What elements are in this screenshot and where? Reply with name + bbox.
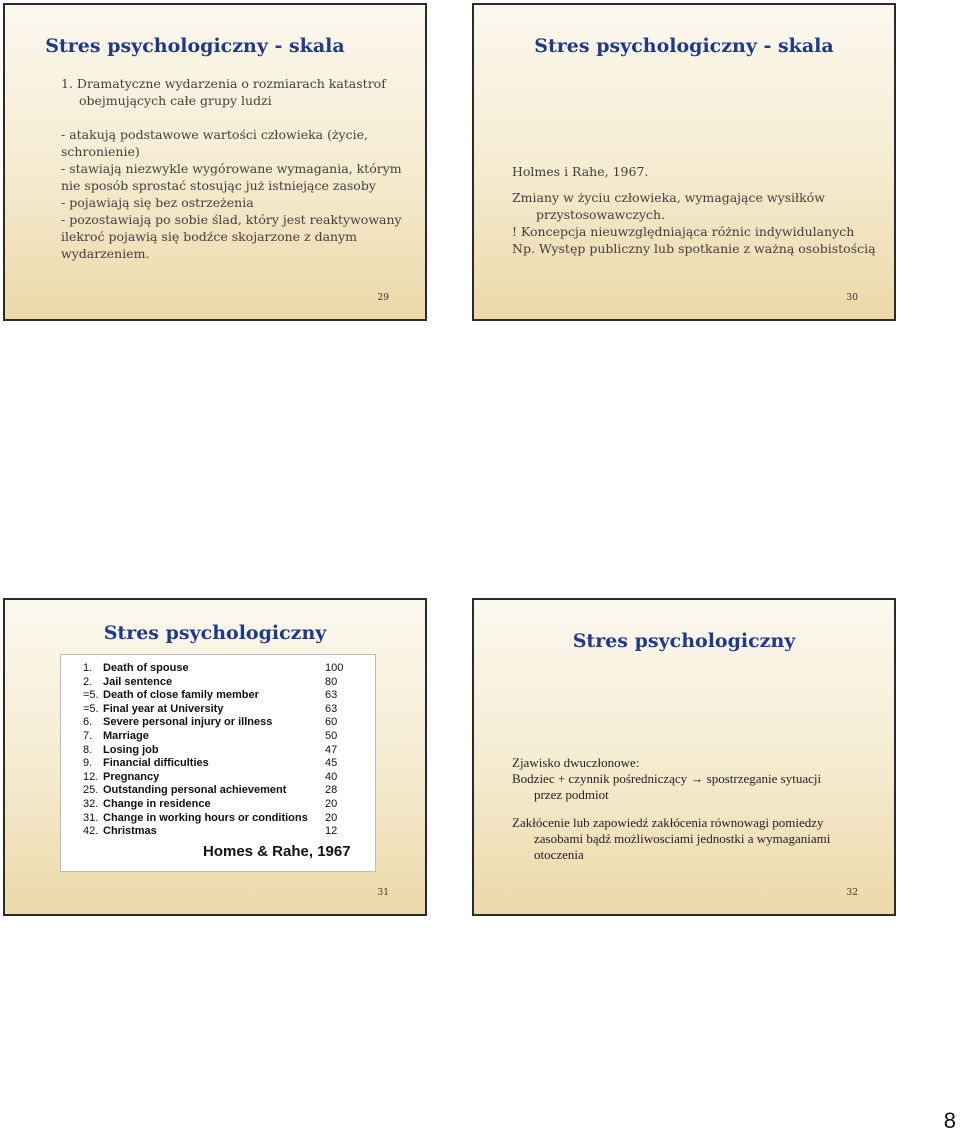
rank-number: 42.: [83, 825, 99, 838]
event-score: 47: [325, 743, 338, 756]
ranking-row: [61, 729, 375, 743]
event-name: Outstanding personal achievement: [103, 784, 287, 797]
bullet-4: - pozostawiają po sobie ślad, który jest reaktywowany ilekroć pojawią się bodźce skojarzone z danym wydarzeniem.: [61, 212, 402, 261]
event-score: 80: [325, 675, 338, 688]
event-name: Death of spouse: [103, 662, 189, 674]
slide-body: [61, 75, 411, 262]
event-score: 20: [325, 811, 338, 824]
rank-number: 7.: [83, 730, 93, 742]
rank-number: 6.: [83, 716, 93, 729]
ranking-row: [61, 715, 375, 729]
slide-body: [512, 755, 882, 863]
ranking-row: [61, 688, 375, 702]
event-name: Losing job: [103, 743, 159, 756]
concept-line: Zjawisko dwuczłonowe:: [512, 755, 640, 770]
ranking-credit: Homes & Rahe, 1967: [203, 843, 351, 860]
page-number: 8: [943, 1108, 956, 1133]
rank-number: =5.: [83, 702, 99, 715]
rank-number: 32.: [83, 798, 99, 810]
ranking-row: [61, 824, 375, 838]
item-number: 1.: [61, 76, 73, 91]
ranking-row: [61, 811, 375, 825]
slide-number: 30: [846, 293, 858, 303]
ranking-row: [61, 756, 375, 770]
slide-31: [3, 598, 427, 916]
event-name: Severe personal injury or illness: [103, 716, 273, 729]
slide-30: [472, 3, 896, 321]
ranking-row: [61, 702, 375, 716]
slide-body: [512, 163, 882, 257]
event-score: 50: [325, 730, 338, 742]
event-score: 40: [325, 770, 338, 783]
ranking-row: [61, 661, 375, 675]
ranking-row: [61, 675, 375, 689]
rank-number: 9.: [83, 757, 93, 770]
rank-number: 12.: [83, 770, 99, 783]
reference-line: Holmes i Rahe, 1967.: [512, 164, 649, 179]
disruption-line-cont-2: otoczenia: [534, 847, 584, 862]
slide-number: 32: [846, 888, 858, 898]
event-score: 63: [325, 702, 338, 715]
event-score: 60: [325, 716, 338, 729]
numbered-item: [61, 75, 411, 109]
event-score: 45: [325, 757, 338, 770]
event-name: Death of close family member: [103, 689, 259, 702]
example-line: Np. Występ publiczny lub spotkanie z ważną osobistością: [512, 241, 876, 256]
slide-number: 29: [377, 293, 389, 303]
ranking-row: [61, 770, 375, 784]
event-score: 12: [325, 825, 338, 838]
ranking-row: [61, 783, 375, 797]
rank-number: 1.: [83, 662, 93, 674]
event-name: Change in working hours or conditions: [103, 811, 308, 824]
event-name: Jail sentence: [103, 675, 173, 688]
slide-title: Stres psychologiczny: [103, 622, 327, 644]
disruption-line-cont-1: zasobami bądź możliwosciami jednostki a wymaganiami: [534, 831, 831, 846]
event-score: 100: [325, 662, 344, 674]
rank-number: 2.: [83, 675, 93, 688]
event-score: 28: [325, 784, 338, 797]
event-name: Marriage: [103, 730, 149, 742]
stimulus-line: Bodziec + czynnik pośredniczący → spostrzeganie sytuacji: [512, 771, 822, 786]
slide-title: Stres psychologiczny - skala: [45, 35, 345, 57]
slide-title: Stres psychologiczny: [572, 630, 796, 652]
stimulus-line-cont: przez podmiot: [534, 787, 609, 802]
definition-line: Zmiany w życiu człowieka, wymagające wysiłków: [512, 190, 825, 205]
definition-line-cont: przystosowawczych.: [536, 207, 666, 222]
event-name: Final year at University: [103, 702, 224, 715]
rank-number: 8.: [83, 743, 93, 756]
bullet-3: - pojawiają się bez ostrzeżenia: [61, 195, 254, 210]
slide-32: [472, 598, 896, 916]
ranking-row: [61, 743, 375, 757]
bullet-2: - stawiają niezwykle wygórowane wymagania, którym nie sposób sprostać stosując już istniejące zasoby: [61, 161, 402, 193]
slide-title: Stres psychologiczny - skala: [534, 35, 834, 57]
event-name: Change in residence: [103, 798, 211, 810]
ranking-row: [61, 797, 375, 811]
event-name: Financial difficulties: [103, 757, 209, 770]
item-text: Dramatyczne wydarzenia o rozmiarach katastrof obejmujących całe grupy ludzi: [76, 76, 386, 108]
rank-number: =5.: [83, 689, 99, 702]
rank-number: 31.: [83, 811, 99, 824]
event-name: Christmas: [103, 825, 157, 838]
slide-29: [3, 3, 427, 321]
event-score: 20: [325, 798, 338, 810]
critique-line: ! Koncepcja nieuwzględniająca różnic indywidulanych: [512, 224, 855, 239]
bullet-1: - atakują podstawowe wartości człowieka (życie, schronienie): [61, 127, 368, 159]
event-score: 63: [325, 689, 338, 702]
life-events-ranking: [60, 654, 376, 872]
event-name: Pregnancy: [103, 770, 160, 783]
disruption-line: Zakłócenie lub zapowiedź zakłócenia równowagi pomiedzy: [512, 815, 824, 830]
rank-number: 25.: [83, 784, 99, 797]
slide-number: 31: [377, 888, 389, 898]
